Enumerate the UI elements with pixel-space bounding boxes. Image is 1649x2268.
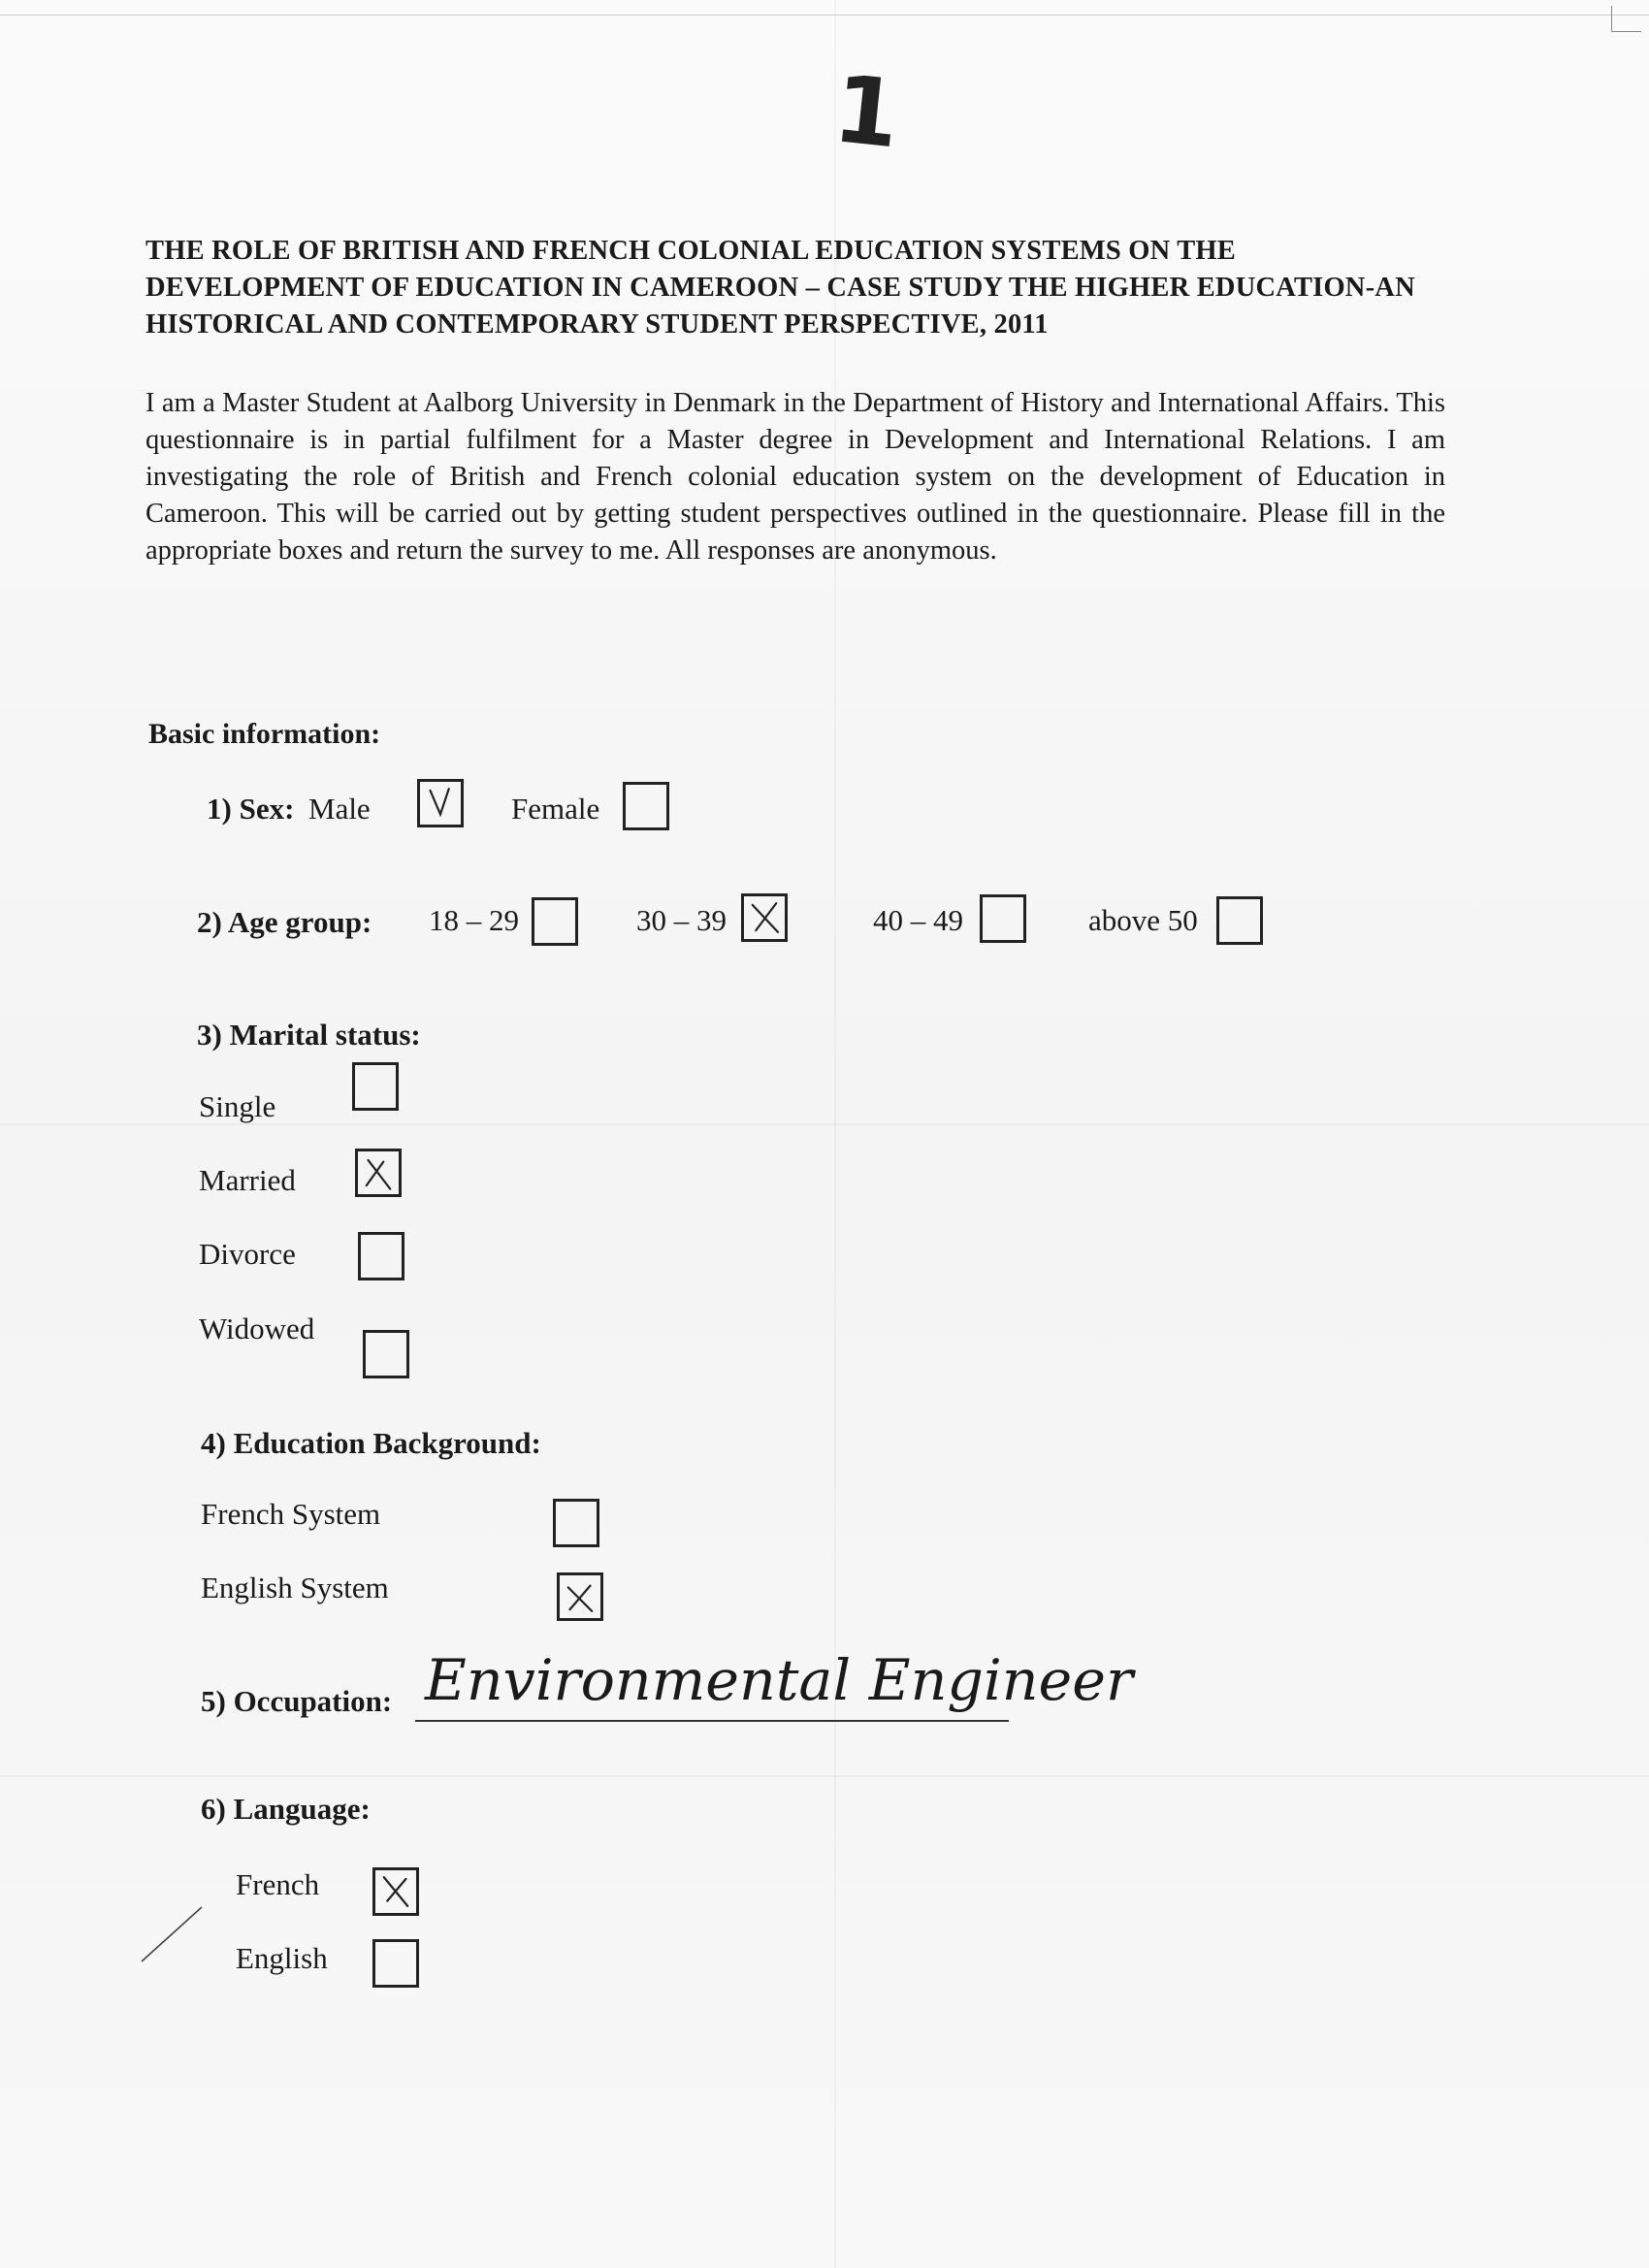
q4-french-system-checkbox[interactable] xyxy=(553,1499,599,1547)
q6-option-english-label: English xyxy=(236,1941,328,1975)
q4-label: 4) Education Background: xyxy=(201,1426,541,1460)
q2-above-50-checkbox[interactable] xyxy=(1216,896,1263,945)
occupation-handwritten-answer[interactable] xyxy=(407,1639,1154,1746)
q4-option-english-system-label: English System xyxy=(201,1571,389,1604)
q3-single-checkbox[interactable] xyxy=(352,1062,399,1111)
q3-widowed-checkbox[interactable] xyxy=(363,1330,409,1378)
q2-label: 2) Age group: xyxy=(197,905,372,939)
q6-option-french-label: French xyxy=(236,1867,320,1901)
basic-info-heading: Basic information: xyxy=(148,718,381,750)
q1-label: 1) Sex: xyxy=(207,792,295,826)
q2-18-29-checkbox[interactable] xyxy=(532,897,578,946)
q3-option-divorce-label: Divorce xyxy=(199,1237,296,1271)
q3-option-single-label: Single xyxy=(199,1089,276,1123)
q3-option-widowed-label: Widowed xyxy=(199,1312,315,1345)
q1-option-female-label: Female xyxy=(511,792,600,826)
scan-edge-line xyxy=(0,15,1649,16)
q1-male-checkbox[interactable] xyxy=(417,779,464,827)
q3-label: 3) Marital status: xyxy=(197,1018,421,1052)
q5-label: 5) Occupation: xyxy=(201,1684,393,1718)
q3-divorce-checkbox[interactable] xyxy=(358,1232,404,1280)
handwritten-page-number: 1 xyxy=(828,54,905,170)
occupation-answer-text: Environmental Engineer xyxy=(423,1647,1137,1713)
q4-option-french-system-label: French System xyxy=(201,1497,381,1531)
q2-option-40-49-label: 40 – 49 xyxy=(873,903,963,937)
corner-mark xyxy=(1611,6,1641,32)
q3-married-checkbox[interactable] xyxy=(355,1149,402,1197)
check-v-mark-icon xyxy=(420,782,461,825)
q6-label: 6) Language: xyxy=(201,1792,371,1826)
q4-english-system-checkbox[interactable] xyxy=(557,1572,603,1621)
stray-pen-mark xyxy=(136,1901,209,1969)
document-title: THE ROLE OF BRITISH AND FRENCH COLONIAL EDUCATION SYSTEMS ON THE DEVELOPMENT OF EDUCATION IN CAMEROON – CASE STUDY THE HIGHER EDUCATION-AN HISTORICAL AND CONTEMPORARY STUDENT PERSPECTIVE, 2011 xyxy=(146,236,1415,340)
paper-fold xyxy=(0,1775,1649,1777)
check-x-mark-icon xyxy=(358,1151,399,1194)
q1-option-male-label: Male xyxy=(308,792,371,826)
q2-option-18-29-label: 18 – 29 xyxy=(429,903,519,937)
check-x-mark-icon xyxy=(375,1870,416,1913)
q2-option-above-50-label: above 50 xyxy=(1088,903,1198,937)
q3-option-married-label: Married xyxy=(199,1163,296,1197)
q2-30-39-checkbox[interactable] xyxy=(741,893,788,942)
check-x-mark-icon xyxy=(744,896,785,939)
q1-female-checkbox[interactable] xyxy=(623,782,669,830)
check-x-mark-icon xyxy=(560,1575,600,1618)
q2-option-30-39-label: 30 – 39 xyxy=(636,903,727,937)
intro-paragraph: I am a Master Student at Aalborg University in Denmark in the Department of History and International Affairs. This questionnaire is in partial fulfilment for a Master degree in Development and International Relations. I am investigating the role of British and French colonial education system on the development of Education in Cameroon. This will be carried out by getting student perspectives outlined in the questionnaire. Please fill in the appropriate boxes and return the survey to me. All responses are anonymous. xyxy=(146,388,1445,566)
q2-40-49-checkbox[interactable] xyxy=(980,894,1026,943)
q6-french-checkbox[interactable] xyxy=(372,1867,419,1916)
q6-english-checkbox[interactable] xyxy=(372,1939,419,1988)
